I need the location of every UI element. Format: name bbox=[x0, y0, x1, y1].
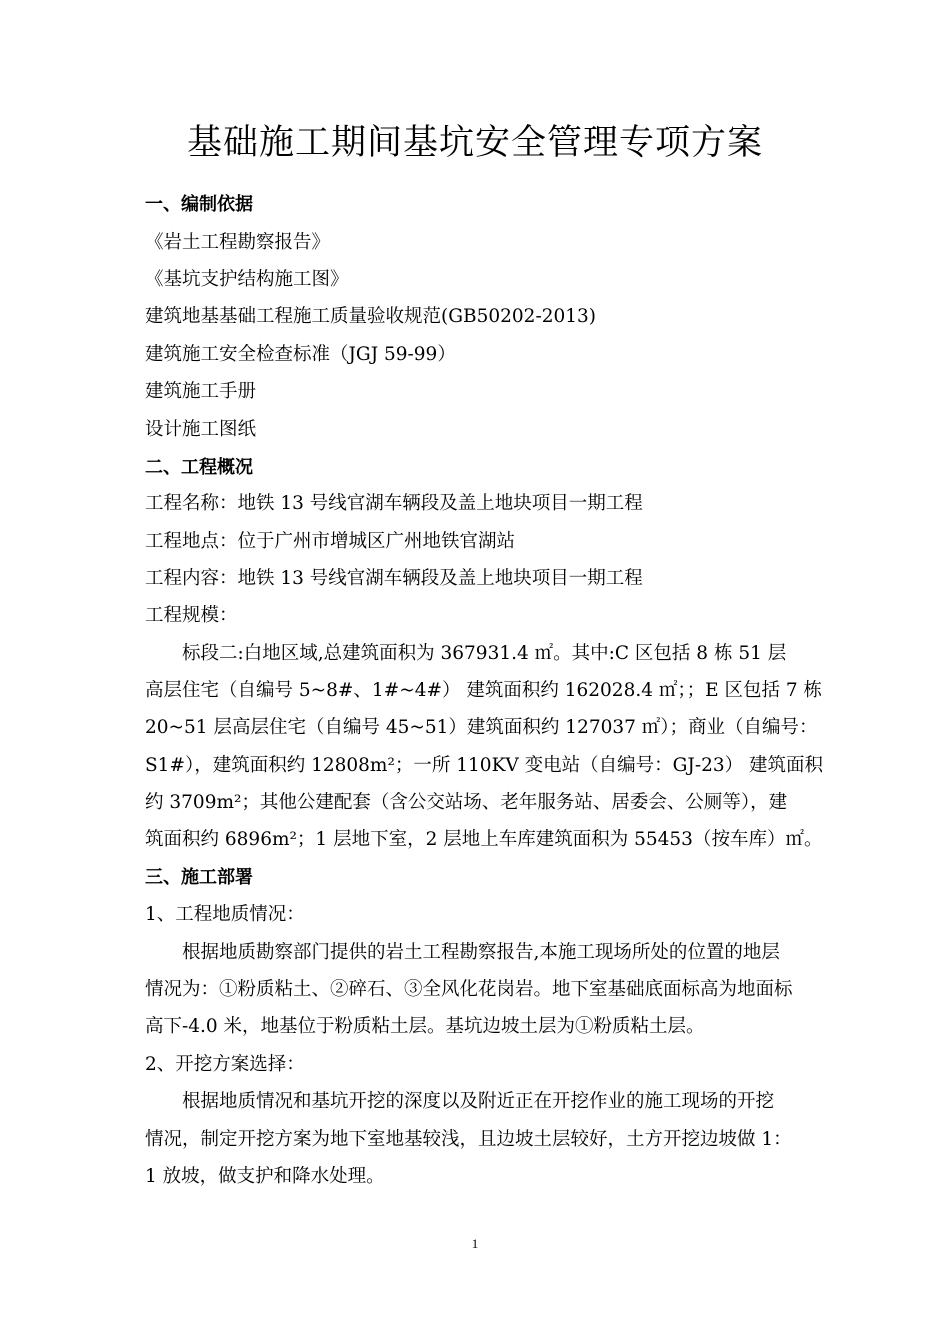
document-title: 基础施工期间基坑安全管理专项方案 bbox=[186, 123, 763, 163]
subsection-excavation-label: 2、开挖方案选择： bbox=[145, 1054, 305, 1075]
basis-item: 设计施工图纸 bbox=[145, 419, 257, 440]
project-location: 工程地点：位于广州市增城区广州地铁官湖站 bbox=[145, 531, 516, 552]
excavation-line: 情况，制定开挖方案为地下室地基较浅，且边坡土层较好，土方开挖边坡做 1： bbox=[145, 1129, 792, 1150]
basis-item: 建筑施工安全检查标准（JGJ 59-99） bbox=[145, 344, 456, 365]
project-scale-line: 标段二:白地区域,总建筑面积为 367931.4 ㎡。其中:C 区包括 8 栋 51 层 bbox=[182, 643, 787, 664]
geology-line: 根据地质勘察部门提供的岩土工程勘察报告,本施工现场所处的位置的地层 bbox=[182, 942, 780, 963]
page-number: 1 bbox=[471, 1236, 479, 1251]
subsection-geology-label: 1、工程地质情况： bbox=[145, 904, 305, 925]
project-scale-label: 工程规模： bbox=[145, 605, 238, 626]
section-heading-overview: 二、工程概况 bbox=[145, 457, 253, 478]
basis-item: 建筑施工手册 bbox=[145, 381, 257, 402]
excavation-line: 根据地质情况和基坑开挖的深度以及附近正在开挖作业的施工现场的开挖 bbox=[182, 1091, 775, 1112]
section-heading-deployment: 三、施工部署 bbox=[145, 867, 253, 888]
project-name: 工程名称：地铁 13 号线官湖车辆段及盖上地块项目一期工程 bbox=[145, 493, 643, 514]
project-content: 工程内容：地铁 13 号线官湖车辆段及盖上地块项目一期工程 bbox=[145, 568, 643, 589]
project-scale-line: 筑面积约 6896m²；1 层地下室，2 层地上车库建筑面积为 55453（按车库）㎡。 bbox=[145, 829, 823, 850]
project-scale-line: 约 3709m²；其他公建配套（含公交站场、老年服务站、居委会、公厕等），建 bbox=[145, 792, 788, 813]
project-scale-line: 20~51 层高层住宅（自编号 45~51）建筑面积约 127037 ㎡）；商业（自编号： bbox=[145, 717, 818, 738]
project-scale-line: S1#），建筑面积约 12808m²；一所 110KV 变电站（自编号：GJ-23） 建筑面积 bbox=[145, 755, 824, 776]
basis-item: 《岩土工程勘察报告》 bbox=[145, 232, 331, 253]
geology-line: 高下-4.0 米，地基位于粉质粘土层。基坑边坡土层为①粉质粘土层。 bbox=[145, 1016, 705, 1037]
basis-item: 建筑地基基础工程施工质量验收规范(GB50202-2013) bbox=[145, 306, 596, 327]
geology-line: 情况为：①粉质粘土、②碎石、③全风化花岗岩。地下室基础底面标高为地面标 bbox=[145, 979, 793, 1000]
basis-item: 《基坑支护结构施工图》 bbox=[145, 269, 349, 290]
section-heading-basis: 一、编制依据 bbox=[145, 194, 253, 215]
project-scale-line: 高层住宅（自编号 5~8#、1#~4#） 建筑面积约 162028.4 ㎡；；E 区包括 7 栋 bbox=[145, 680, 823, 701]
excavation-line: 1 放坡，做支护和降水处理。 bbox=[145, 1166, 385, 1187]
